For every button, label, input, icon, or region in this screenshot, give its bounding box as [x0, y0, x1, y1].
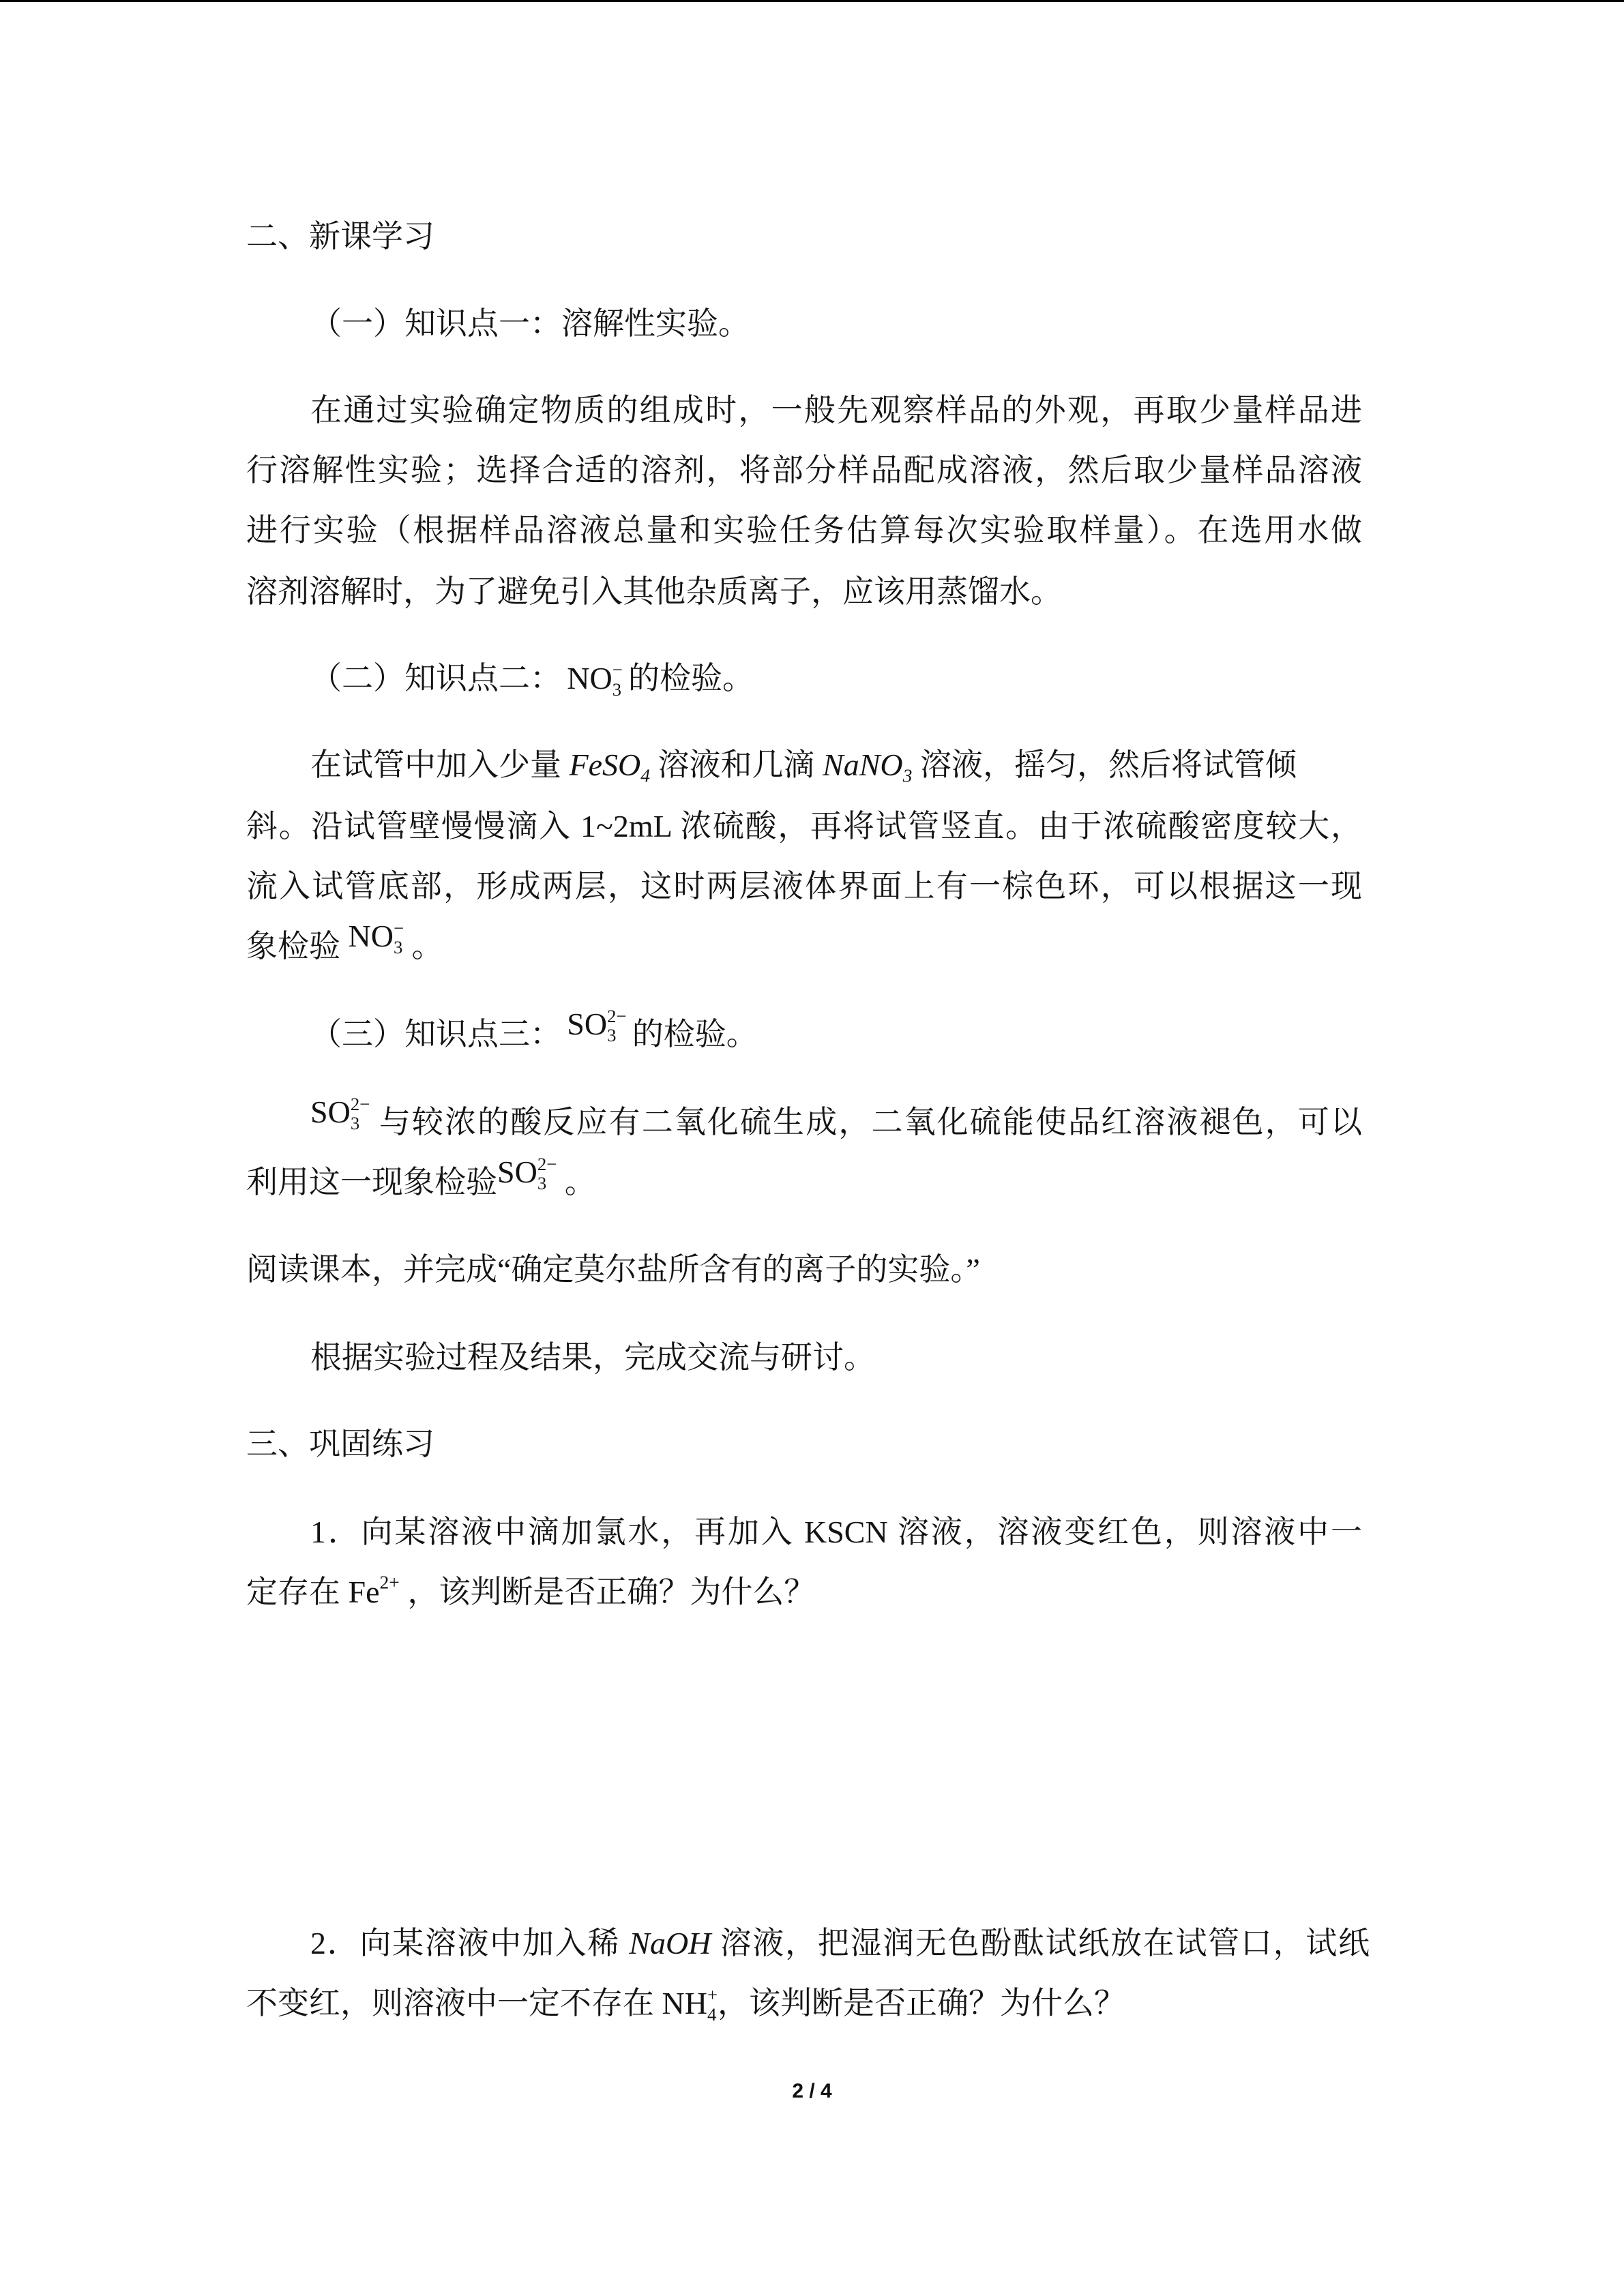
formula-scripts [351, 1094, 370, 1134]
discussion-instruction: 根据实验过程及结果，完成交流与研讨。 [310, 1340, 875, 1375]
feso4-formula [569, 747, 651, 786]
paragraph-text: 象检验 [246, 929, 349, 964]
formula-charge: 2+ [379, 1571, 400, 1593]
ammonium-ion-formula [662, 1984, 718, 2025]
formula-base: SO [497, 1154, 537, 1190]
formula-subscript: 3 [902, 764, 913, 786]
heading-text: 的检验。 [628, 661, 754, 696]
question-1-line [246, 1568, 815, 1616]
question-2-line [310, 1920, 1370, 1967]
formula-charge: 2− [537, 1153, 557, 1174]
kp2-paragraph-line: 斜。沿试管壁慢慢滴入 1~2mL 浓硫酸，再将试管竖直。由于浓硫酸密度较大， [246, 809, 1362, 844]
heading-text: （二）知识点二： [310, 661, 561, 696]
formula-subscript: 3 [537, 1173, 547, 1194]
formula-base: SO [567, 1007, 608, 1042]
formula-charge: − [612, 659, 623, 681]
formula-base: Fe [348, 1575, 380, 1609]
question-text: 不变红，则溶液中一定不存在 [246, 1986, 662, 2021]
paragraph-text: 与较浓的酸反应有二氧化硫生成，二氧化硫能使品红溶液褪色，可以 [370, 1105, 1362, 1139]
heading-text: 的检验。 [632, 1017, 758, 1052]
sulfite-ion-formula [497, 1153, 557, 1194]
formula-charge: + [707, 1984, 718, 2006]
sulfite-ion-formula [567, 1005, 627, 1046]
section-title-new-lesson: 二、新课学习 [246, 219, 434, 254]
question-text: ，该判断是否正确？为什么？ [718, 1986, 1125, 2021]
page-number: 2 / 4 [792, 2080, 832, 2102]
kp1-paragraph-line: 进行实验（根据样品溶液总量和实验任务估算每次实验取样量）。在选用水做 [246, 513, 1362, 548]
ferrous-ion-formula [348, 1571, 400, 1609]
question-text: ，该判断是否正确？为什么？ [399, 1575, 816, 1609]
section-title-practice: 三、巩固练习 [246, 1427, 434, 1461]
kp1-paragraph-line: 在通过实验确定物质的组成时，一般先观察样品的外观，再取少量样品进 [310, 393, 1362, 428]
question-1-line: 1．向某溶液中滴加氯水，再加入 KSCN 溶液，溶液变红色，则溶液中一 [310, 1515, 1362, 1549]
nitrate-ion-formula [567, 659, 623, 700]
formula-base: NH [662, 1986, 707, 2021]
kp3-paragraph-line [246, 1153, 596, 1206]
paragraph-text: 溶液和几滴 [650, 747, 823, 782]
formula-scripts [537, 1154, 557, 1194]
formula-subscript: 3 [612, 679, 622, 700]
formula-base: NO [567, 661, 612, 696]
formula-base: NaNO [823, 747, 903, 782]
formula-charge: 2− [350, 1093, 370, 1114]
paragraph-text: 在试管中加入少量 [310, 747, 570, 782]
formula-scripts [707, 1985, 718, 2025]
knowledge-point-3-heading [310, 1005, 758, 1058]
paragraph-text: 。 [557, 1165, 596, 1199]
formula-subscript: 4 [640, 764, 651, 786]
heading-text: （三）知识点三： [310, 1017, 561, 1052]
formula-subscript: 3 [350, 1113, 360, 1134]
paragraph-text: 利用这一现象检验 [246, 1165, 497, 1199]
question-text: 溶液，把湿润无色酚酞试纸放在试管口，试纸 [711, 1926, 1370, 1960]
nano3-formula [823, 747, 913, 786]
question-2-line [246, 1980, 1125, 2027]
paragraph-text: 。 [404, 929, 443, 964]
sulfite-ion-formula [310, 1093, 370, 1134]
kp2-paragraph-line: 流入试管底部，形成两层，这时两层液体界面上有一棕色环，可以根据这一现 [246, 869, 1362, 904]
formula-charge: 2− [607, 1005, 627, 1026]
kp2-paragraph-line [246, 917, 443, 970]
formula-subscript: 3 [393, 937, 403, 958]
question-text: 2．向某溶液中加入稀 [310, 1926, 630, 1960]
kp2-paragraph-line [310, 741, 1297, 789]
knowledge-point-1-heading: （一）知识点一：溶解性实验。 [310, 306, 750, 341]
formula-subscript: 4 [707, 2004, 717, 2025]
formula-charge: − [393, 917, 404, 938]
question-text: 定存在 [246, 1575, 349, 1609]
formula-base: FeSO [569, 747, 641, 782]
nitrate-ion-formula [348, 917, 404, 958]
formula-scripts [394, 919, 404, 958]
kp1-paragraph-line: 溶剂溶解时，为了避免引入其他杂质离子，应该用蒸馏水。 [246, 574, 1062, 609]
formula-base: SO [310, 1094, 351, 1130]
formula-scripts [612, 660, 623, 700]
paragraph-text: 溶液，摇匀，然后将试管倾 [912, 747, 1297, 782]
knowledge-point-2-heading [310, 655, 754, 702]
naoh-formula: NaOH [629, 1926, 711, 1960]
kp3-paragraph-line [310, 1093, 1362, 1146]
formula-subscript: 3 [607, 1025, 617, 1046]
kp1-paragraph-line: 行溶解性实验；选择合适的溶剂，将部分样品配成溶液，然后取少量样品溶液 [246, 453, 1362, 488]
formula-base: NO [348, 919, 394, 954]
formula-scripts [607, 1007, 626, 1046]
reading-instruction: 阅读课本，并完成“确定莫尔盐所含有的离子的实验。” [246, 1252, 980, 1287]
